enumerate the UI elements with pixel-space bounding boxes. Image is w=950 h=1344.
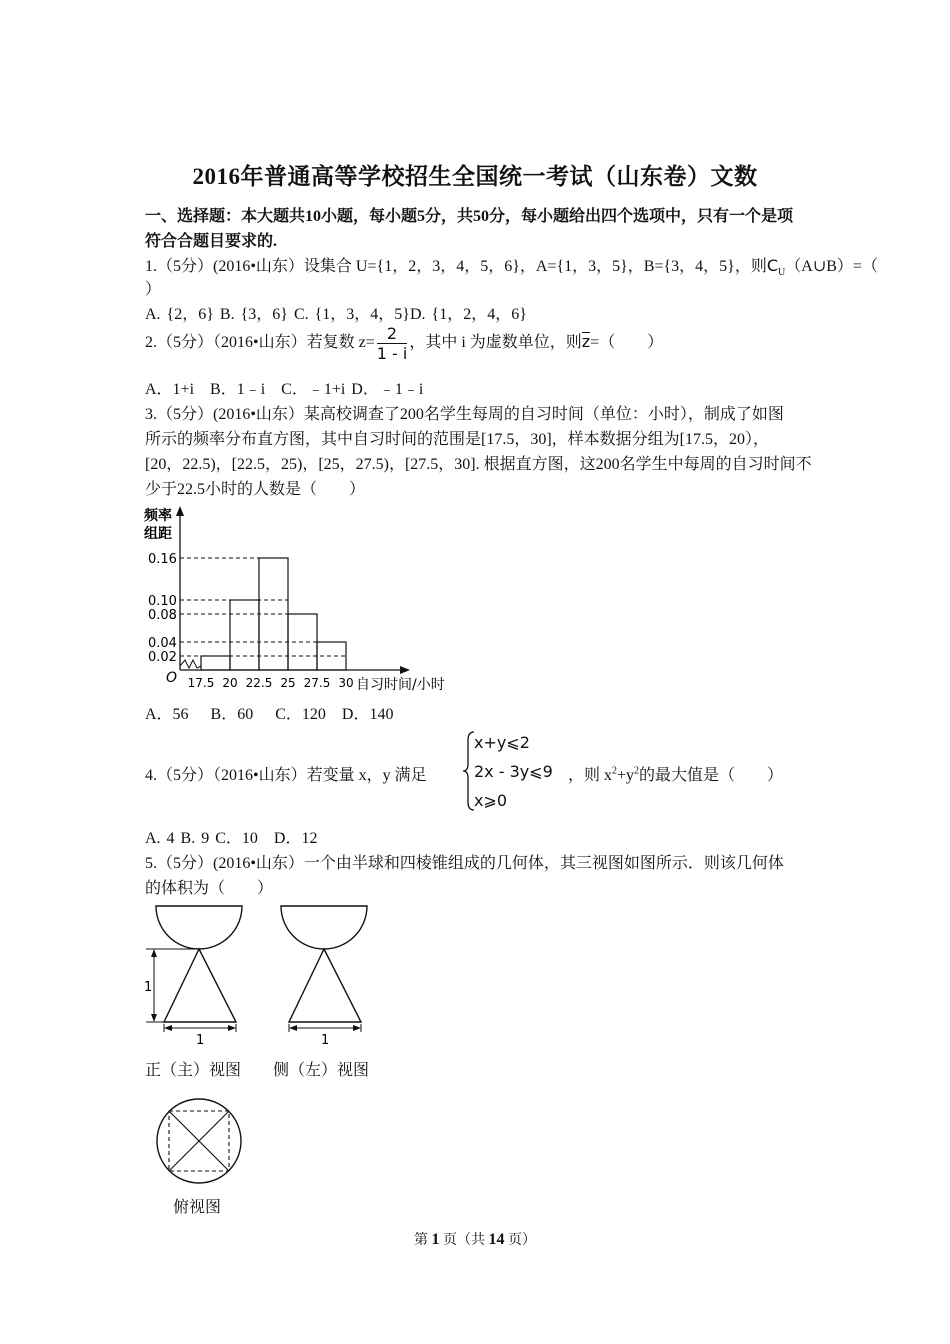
y-tick-label-4: 0.10	[148, 594, 177, 609]
q5-line1: 5.（5分）(2016•山东）一个由半球和四棱锥组成的几何体，其三视图如图所示．则该几何体	[145, 855, 784, 872]
q4-suffix-a: ，则 x	[568, 767, 613, 784]
q3-line4: 少于22.5小时的人数是（ ）	[145, 481, 366, 498]
q2-fraction-denominator: 1 - i	[376, 344, 408, 363]
x-tick-label-4: 25	[280, 676, 296, 690]
axis-break-mark	[180, 660, 201, 668]
constraint-1: x+y⩽2	[474, 733, 530, 752]
q4-options: A. 4 B. 9 C．10 D．12	[145, 830, 318, 847]
side-view-diagram	[270, 902, 380, 1047]
y-tick-label-5: 0.16	[148, 552, 177, 567]
x-tick-label-3: 22.5	[245, 676, 273, 690]
front-hemisphere	[156, 906, 242, 949]
z-conjugate: z	[581, 332, 591, 352]
complement-symbol: C	[766, 256, 779, 275]
x-axis-label: 自习时间/小时	[356, 677, 445, 693]
section-heading-line1: 一、选择题：本大题共10小题，每小题5分，共50分，每小题给出四个选项中，只有一个是项	[145, 208, 794, 225]
constraint-2: 2x - 3y⩽9	[474, 762, 553, 781]
top-view-caption: 俯视图	[173, 1197, 222, 1216]
y-tick-label-1: 0.02	[148, 650, 177, 665]
histogram-bar-2	[230, 600, 259, 670]
origin-label: O	[166, 670, 178, 686]
x-tick-label-2: 20	[222, 676, 238, 690]
section-heading-line2: 符合合题目要求的.	[145, 233, 278, 250]
footer-post: 页）	[504, 1233, 536, 1248]
y-axis-label-bottom: 组距	[144, 526, 172, 542]
y-axis-label-top: 频率	[144, 508, 172, 524]
histogram-marks	[148, 552, 354, 690]
side-pyramid	[289, 949, 361, 1022]
q2-suffix: =（ ）	[590, 334, 664, 352]
q1-options: A. {2，6} B. {3，6} C. {1，3，4，5}D. {1，2，4，6}	[145, 306, 527, 323]
q1-close-paren: ）	[145, 281, 162, 298]
front-view-diagram	[140, 902, 250, 1047]
y-tick-label-2: 0.04	[148, 636, 177, 651]
q1-stem: 1.（5分）(2016•山东）设集合 U={1，2，3，4，5，6}，A={1，3，5}，B={3，4，5}，则	[145, 258, 767, 275]
y-axis-arrow	[176, 506, 184, 516]
q2-middle: ，其中 i 为虚数单位，则	[409, 334, 582, 352]
side-view-caption: 侧（左）视图	[273, 1060, 370, 1079]
x-tick-label-1: 17.5	[187, 676, 215, 690]
x-squared-exponent: 2	[612, 765, 618, 777]
q2-fraction-numerator: 2	[377, 324, 408, 344]
footer-mid: 页（共	[439, 1233, 489, 1248]
question-1-text	[145, 253, 878, 278]
x-axis-arrow	[400, 666, 410, 674]
page-footer	[0, 1229, 950, 1249]
y-tick-label-3: 0.08	[148, 608, 177, 623]
height-label: 1	[144, 980, 153, 995]
q4-suffix	[568, 762, 783, 785]
footer-page-number: 1	[431, 1231, 440, 1248]
q4-suffix-c: 的最大值是（ ）	[639, 767, 784, 784]
x-tick-label-6: 30	[338, 676, 354, 690]
side-hemisphere	[281, 906, 367, 949]
q2-prefix: 2.（5分）（2016•山东）若复数 z=	[145, 334, 375, 352]
side-width-label: 1	[321, 1033, 330, 1047]
q4-suffix-b: +y	[617, 767, 635, 784]
front-width-label: 1	[196, 1033, 205, 1047]
q3-line1: 3.（5分）(2016•山东）某高校调查了200名学生每周的自习时间（单位：小时），制成了如图	[145, 406, 784, 423]
footer-total-pages: 14	[488, 1231, 505, 1248]
q4-prefix: 4.（5分）（2016•山东）若变量 x，y 满足	[145, 767, 427, 784]
x-tick-label-5: 27.5	[303, 676, 331, 690]
q1-set-expression: （A∪B）=（	[785, 258, 878, 275]
histogram-bar-1	[201, 656, 230, 670]
footer-pre: 第	[414, 1233, 432, 1248]
front-pyramid	[164, 949, 236, 1022]
complement-subscript: U	[778, 267, 786, 279]
front-view-caption: 正（主）视图	[145, 1060, 242, 1079]
q3-line3: [20，22.5)，[22.5，25)，[25，27.5)，[27.5，30]. 根据直方图，这200名学生中每周的自习时间不	[145, 456, 812, 473]
page-title: 2016年普通高等学校招生全国统一考试（山东卷）文数	[192, 164, 758, 189]
q2-options: A．1+i B．1﹣i C．﹣1+i D．﹣1﹣i	[145, 381, 424, 398]
q2-fraction	[377, 324, 408, 363]
frequency-histogram	[140, 500, 470, 696]
y-squared-exponent: 2	[634, 765, 640, 777]
constraint-3: x⩾0	[474, 791, 508, 810]
top-view-diagram	[154, 1096, 244, 1186]
q5-line2: 的体积为（ ）	[145, 880, 274, 897]
q3-options: A．56 B．60 C．120 D．140	[145, 706, 394, 723]
question-2-text	[145, 324, 663, 363]
q3-line2: 所示的频率分布直方图，其中自习时间的范围是[17.5，30]，样本数据分组为[17.5，20），	[145, 431, 769, 448]
